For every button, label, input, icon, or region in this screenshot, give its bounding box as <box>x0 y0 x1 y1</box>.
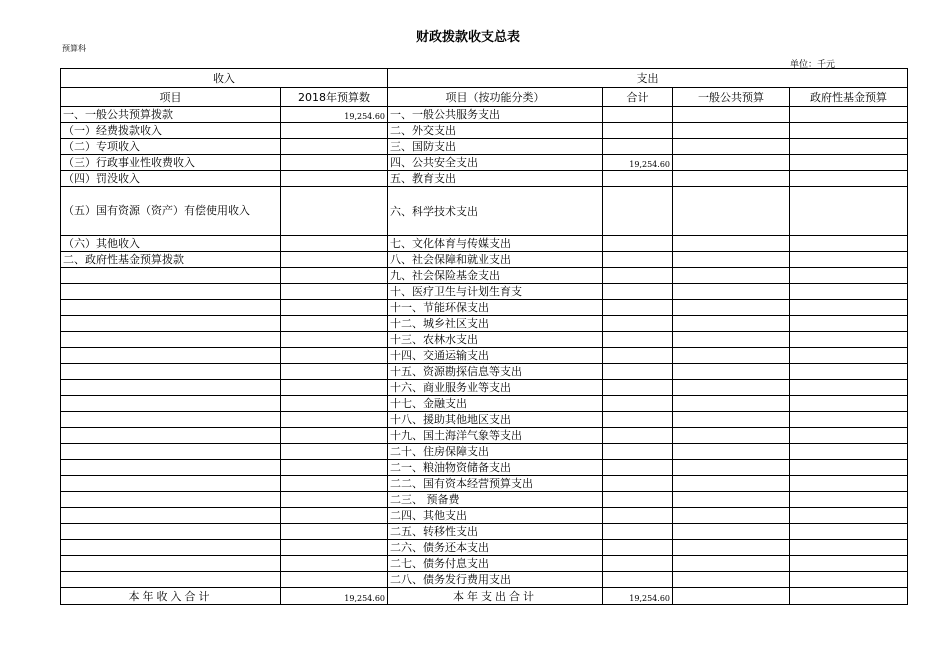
expense-item: 十七、金融支出 <box>388 396 603 412</box>
table-row <box>61 444 908 460</box>
fund-budget-cell <box>790 540 908 556</box>
col-total: 合计 <box>603 88 673 107</box>
income-amount <box>281 348 388 364</box>
expense-item: 二一、粮油物资储备支出 <box>388 460 603 476</box>
expense-item: 三、国防支出 <box>388 139 603 155</box>
general-budget-cell <box>673 123 790 139</box>
expense-total <box>603 572 673 588</box>
general-budget-cell <box>673 316 790 332</box>
fund-budget-cell <box>790 364 908 380</box>
income-amount <box>281 428 388 444</box>
table-row <box>61 572 908 588</box>
fund-budget-cell <box>790 444 908 460</box>
expense-item: 二、外交支出 <box>388 123 603 139</box>
table-row <box>61 508 908 524</box>
expense-total <box>603 428 673 444</box>
income-item: （六）其他收入 <box>61 236 281 252</box>
fund-budget-cell <box>790 300 908 316</box>
expense-total <box>603 107 673 123</box>
income-amount <box>281 139 388 155</box>
fund-budget-cell <box>790 107 908 123</box>
fund-budget-cell <box>790 332 908 348</box>
income-item <box>61 492 281 508</box>
expense-total <box>603 284 673 300</box>
income-item <box>61 316 281 332</box>
general-budget-cell <box>673 508 790 524</box>
income-item <box>61 572 281 588</box>
income-amount <box>281 187 388 236</box>
table-row <box>61 123 908 139</box>
table-row <box>61 428 908 444</box>
income-item <box>61 476 281 492</box>
general-budget-cell <box>673 236 790 252</box>
expense-total <box>603 540 673 556</box>
income-header: 收入 <box>61 69 388 88</box>
table-row <box>61 252 908 268</box>
income-total-label: 本年收入合计 <box>61 588 281 605</box>
expense-total-label: 本年支出合计 <box>388 588 603 605</box>
income-amount <box>281 364 388 380</box>
general-budget-cell <box>673 380 790 396</box>
expense-item: 二四、其他支出 <box>388 508 603 524</box>
general-budget-cell <box>673 572 790 588</box>
expense-item: 二六、债务还本支出 <box>388 540 603 556</box>
general-budget-cell <box>673 284 790 300</box>
income-total-amount: 19,254.60 <box>281 588 388 605</box>
expense-item: 七、文化体育与传媒支出 <box>388 236 603 252</box>
expense-item: 二三、 预备费 <box>388 492 603 508</box>
income-item <box>61 332 281 348</box>
income-item <box>61 412 281 428</box>
fund-budget-cell <box>790 396 908 412</box>
expense-item: 十、医疗卫生与计划生育支 <box>388 284 603 300</box>
general-budget-cell <box>673 540 790 556</box>
income-item <box>61 556 281 572</box>
expense-item: 十四、交通运输支出 <box>388 348 603 364</box>
table-row <box>61 556 908 572</box>
income-amount <box>281 540 388 556</box>
table-row <box>61 268 908 284</box>
income-item <box>61 364 281 380</box>
unit-label: 单位：千元 <box>790 60 836 70</box>
fund-budget-cell <box>790 268 908 284</box>
general-budget-cell <box>673 139 790 155</box>
table-row <box>61 348 908 364</box>
general-budget-cell <box>673 187 790 236</box>
income-amount <box>281 236 388 252</box>
expense-total <box>603 556 673 572</box>
table-row <box>61 524 908 540</box>
fund-budget-cell <box>790 556 908 572</box>
general-budget-cell <box>673 252 790 268</box>
fund-budget-cell <box>790 139 908 155</box>
income-item <box>61 508 281 524</box>
expense-total <box>603 396 673 412</box>
fund-budget-cell <box>790 187 908 236</box>
expense-total <box>603 236 673 252</box>
general-budget-cell <box>673 396 790 412</box>
income-item <box>61 444 281 460</box>
expense-item: 五、教育支出 <box>388 171 603 187</box>
expense-total <box>603 316 673 332</box>
fund-budget-cell <box>790 252 908 268</box>
income-amount <box>281 508 388 524</box>
table-row <box>61 380 908 396</box>
income-amount <box>281 412 388 428</box>
table-row <box>61 284 908 300</box>
income-item <box>61 300 281 316</box>
table-row <box>61 107 908 123</box>
table-row <box>61 364 908 380</box>
expense-total <box>603 492 673 508</box>
fund-budget-cell <box>790 380 908 396</box>
expense-item: 十五、资源勘探信息等支出 <box>388 364 603 380</box>
expense-item: 十一、节能环保支出 <box>388 300 603 316</box>
expense-total <box>603 123 673 139</box>
general-budget-cell <box>673 332 790 348</box>
expense-item: 九、社会保险基金支出 <box>388 268 603 284</box>
expense-item: 十八、援助其他地区支出 <box>388 412 603 428</box>
table-row <box>61 236 908 252</box>
general-budget-cell <box>673 492 790 508</box>
income-item <box>61 428 281 444</box>
fund-budget-cell <box>790 524 908 540</box>
income-item <box>61 396 281 412</box>
expense-total <box>603 476 673 492</box>
fund-budget-cell <box>790 316 908 332</box>
expense-total <box>603 460 673 476</box>
income-amount <box>281 380 388 396</box>
expense-item: 四、公共安全支出 <box>388 155 603 171</box>
income-amount <box>281 556 388 572</box>
fund-budget-cell <box>790 123 908 139</box>
col-item: 项目 <box>61 88 281 107</box>
table-row <box>61 492 908 508</box>
table-body <box>61 69 908 605</box>
income-amount <box>281 252 388 268</box>
table-row <box>61 316 908 332</box>
group-header-row <box>61 69 908 88</box>
table-row <box>61 300 908 316</box>
expense-total <box>603 444 673 460</box>
col-general-budget: 一般公共预算 <box>673 88 790 107</box>
income-item: 二、政府性基金预算拨款 <box>61 252 281 268</box>
fund-budget-cell <box>790 508 908 524</box>
fund-budget-cell <box>790 572 908 588</box>
fund-budget-cell <box>790 492 908 508</box>
general-budget-cell <box>673 444 790 460</box>
general-budget-cell <box>673 348 790 364</box>
income-item: （三）行政事业性收费收入 <box>61 155 281 171</box>
income-amount <box>281 524 388 540</box>
income-item <box>61 268 281 284</box>
income-amount <box>281 332 388 348</box>
fund-budget-cell <box>790 348 908 364</box>
expense-total <box>603 364 673 380</box>
table-row <box>61 139 908 155</box>
expense-item: 一、一般公共服务支出 <box>388 107 603 123</box>
income-amount <box>281 123 388 139</box>
table-row <box>61 412 908 428</box>
income-amount <box>281 492 388 508</box>
expense-total <box>603 380 673 396</box>
income-item <box>61 540 281 556</box>
expense-item: 八、社会保障和就业支出 <box>388 252 603 268</box>
expense-total <box>603 139 673 155</box>
expense-total <box>603 268 673 284</box>
general-budget-cell <box>673 300 790 316</box>
fund-budget-cell <box>790 171 908 187</box>
table-row <box>61 171 908 187</box>
general-budget-cell <box>673 364 790 380</box>
fund-budget-cell <box>790 412 908 428</box>
expense-total <box>603 508 673 524</box>
expense-item: 十二、城乡社区支出 <box>388 316 603 332</box>
expense-total <box>603 524 673 540</box>
general-budget-cell <box>673 268 790 284</box>
fund-budget-cell <box>790 428 908 444</box>
general-budget-cell <box>673 412 790 428</box>
general-budget-cell <box>673 460 790 476</box>
table-row <box>61 460 908 476</box>
income-amount <box>281 171 388 187</box>
totals-row <box>61 588 908 605</box>
table-row <box>61 187 908 236</box>
income-amount <box>281 316 388 332</box>
fund-budget-cell <box>790 236 908 252</box>
expense-total <box>603 252 673 268</box>
fund-budget-total <box>790 588 908 605</box>
income-amount <box>281 396 388 412</box>
table-row <box>61 476 908 492</box>
expense-item: 二二、国有资本经营预算支出 <box>388 476 603 492</box>
expense-total <box>603 348 673 364</box>
income-item <box>61 380 281 396</box>
expense-item: 二十、住房保障支出 <box>388 444 603 460</box>
expense-total <box>603 171 673 187</box>
table-row <box>61 332 908 348</box>
general-budget-cell <box>673 171 790 187</box>
table-row <box>61 540 908 556</box>
expense-item: 二五、转移性支出 <box>388 524 603 540</box>
income-item <box>61 348 281 364</box>
table-row <box>61 396 908 412</box>
income-item: 一、一般公共预算拨款 <box>61 107 281 123</box>
income-item: （四）罚没收入 <box>61 171 281 187</box>
table-row <box>61 155 908 171</box>
general-budget-total <box>673 588 790 605</box>
income-item: （一）经费拨款收入 <box>61 123 281 139</box>
col-budget-2018: 2018年预算数 <box>281 88 388 107</box>
fund-budget-cell <box>790 155 908 171</box>
expense-total: 19,254.60 <box>603 155 673 171</box>
budget-table <box>60 68 908 605</box>
income-item: （五）国有资源（资产）有偿使用收入 <box>61 187 281 236</box>
expense-total <box>603 412 673 428</box>
col-item-by-function: 项目（按功能分类） <box>388 88 603 107</box>
page-title: 财政拨款收支总表 <box>415 30 520 45</box>
general-budget-cell <box>673 556 790 572</box>
expense-total <box>603 187 673 236</box>
expense-item: 十六、商业服务业等支出 <box>388 380 603 396</box>
income-item: （二）专项收入 <box>61 139 281 155</box>
general-budget-cell <box>673 524 790 540</box>
general-budget-cell <box>673 428 790 444</box>
general-budget-cell <box>673 476 790 492</box>
income-amount <box>281 460 388 476</box>
expense-item: 二八、债务发行费用支出 <box>388 572 603 588</box>
general-budget-cell <box>673 155 790 171</box>
income-amount <box>281 155 388 171</box>
income-amount <box>281 300 388 316</box>
income-amount <box>281 268 388 284</box>
fund-budget-cell <box>790 460 908 476</box>
income-amount <box>281 476 388 492</box>
income-amount <box>281 444 388 460</box>
income-amount: 19,254.60 <box>281 107 388 123</box>
expense-item: 二七、债务付息支出 <box>388 556 603 572</box>
department-label: 预算科 <box>62 44 86 53</box>
income-item <box>61 284 281 300</box>
expense-item: 六、科学技术支出 <box>388 187 603 236</box>
expense-total <box>603 332 673 348</box>
expense-item: 十九、国土海洋气象等支出 <box>388 428 603 444</box>
col-fund-budget: 政府性基金预算 <box>790 88 908 107</box>
fund-budget-cell <box>790 476 908 492</box>
expense-total <box>603 300 673 316</box>
income-item <box>61 460 281 476</box>
expense-header: 支出 <box>388 69 908 88</box>
expense-item: 十三、农林水支出 <box>388 332 603 348</box>
column-header-row <box>61 88 908 107</box>
income-item <box>61 524 281 540</box>
income-amount <box>281 572 388 588</box>
fund-budget-cell <box>790 284 908 300</box>
general-budget-cell <box>673 107 790 123</box>
expense-total-amount: 19,254.60 <box>603 588 673 605</box>
income-amount <box>281 284 388 300</box>
